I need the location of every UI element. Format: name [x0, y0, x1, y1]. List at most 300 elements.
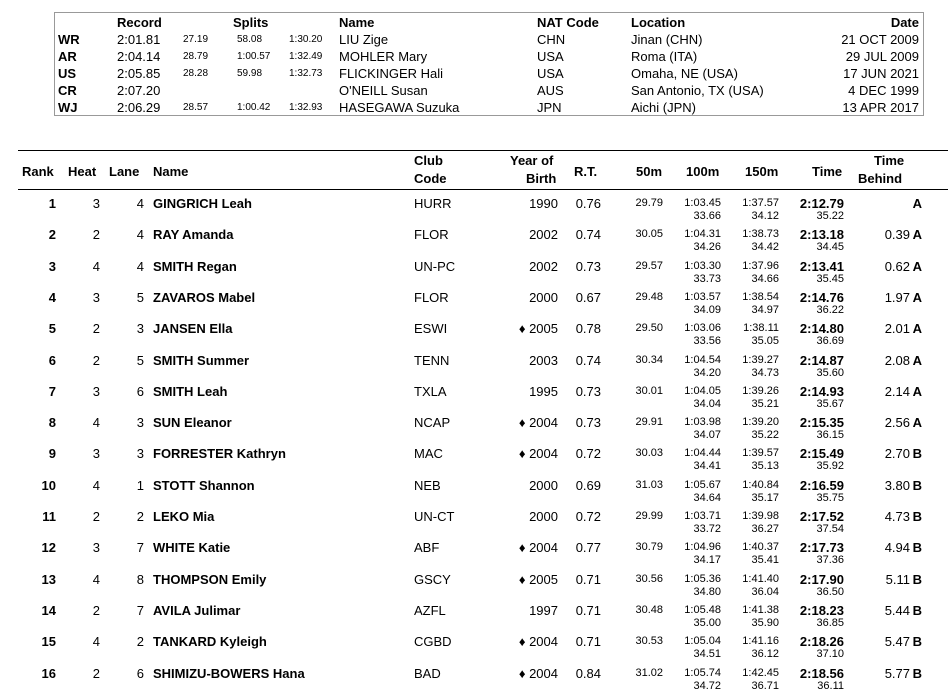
result-name: SMITH Regan: [153, 258, 237, 274]
result-q: B: [912, 634, 922, 650]
result-rt: 0.72: [575, 446, 601, 462]
result-behind: 3.80: [884, 477, 910, 493]
result-ltime: 35.75: [816, 491, 844, 504]
record-row: [55, 83, 923, 100]
records-header-splits: Splits: [233, 15, 269, 30]
result-s50: 30.34: [635, 353, 663, 366]
result-name: RAY Amanda: [153, 227, 234, 243]
result-rt: 0.77: [575, 540, 601, 556]
result-rt: 0.73: [575, 258, 601, 274]
records-header-location: Location: [631, 15, 686, 30]
result-s50: 29.57: [635, 259, 663, 272]
header-club-1: Club: [414, 153, 443, 168]
result-name: SMITH Summer: [153, 352, 250, 368]
result-club: FLOR: [414, 227, 449, 243]
result-heat: 4: [92, 415, 100, 431]
result-time: 2:13.18: [799, 227, 844, 243]
result-s100: 1:03.30: [684, 259, 721, 272]
result-l100: 33.56: [693, 335, 721, 348]
result-ltime: 36.50: [816, 585, 844, 598]
result-row: [18, 287, 948, 318]
result-rank: 16: [41, 665, 56, 681]
result-lane: 2: [136, 634, 144, 650]
result-q: A: [912, 227, 922, 243]
result-row: [18, 381, 948, 412]
records-header-date: Date: [890, 15, 919, 30]
result-s150: 1:39.26: [742, 384, 779, 397]
result-time: 2:13.41: [799, 258, 844, 274]
result-row: [18, 443, 948, 474]
result-s50: 29.79: [635, 197, 663, 209]
result-heat: 4: [92, 258, 100, 274]
result-lane: 2: [136, 509, 144, 524]
result-q: A: [912, 415, 922, 431]
result-row: [18, 631, 948, 662]
result-club: TENN: [414, 352, 450, 368]
result-ltime: 36.69: [816, 335, 844, 348]
header-lane: Lane: [109, 164, 140, 179]
result-l150: 36.71: [751, 679, 779, 692]
records-table: [54, 12, 924, 116]
result-name: ZAVAROS Mabel: [153, 289, 256, 305]
result-s100: 1:05.04: [684, 635, 721, 648]
result-ltime: 37.10: [816, 648, 844, 661]
result-club: TXLA: [414, 383, 447, 399]
result-time: 2:14.87: [799, 352, 844, 368]
record-row: [55, 66, 923, 83]
records-header-record: Record: [117, 15, 162, 30]
result-rt: 0.76: [575, 196, 601, 211]
result-l100: 34.09: [693, 303, 721, 316]
header-150m: 150m: [745, 164, 779, 179]
result-l100: 33.73: [693, 272, 721, 285]
result-l100: 34.64: [693, 491, 721, 504]
header-50m: 50m: [636, 164, 663, 179]
result-time: 2:12.79: [799, 196, 844, 211]
result-row: [18, 224, 948, 255]
result-s100: 1:04.96: [684, 541, 721, 554]
result-rank: 10: [41, 477, 56, 493]
result-club: UN-CT: [414, 509, 455, 524]
result-year: 1990: [529, 196, 558, 211]
header-behind-1: Time: [874, 153, 905, 168]
result-lane: 4: [136, 196, 144, 211]
record-name: MOHLER Mary: [339, 49, 428, 64]
result-s100: 1:03.71: [684, 510, 721, 522]
record-s3: 1:32.93: [289, 102, 323, 113]
result-s100: 1:05.48: [684, 603, 721, 616]
record-s1: 28.28: [183, 68, 209, 79]
result-rt: 0.73: [575, 383, 601, 399]
record-row: [55, 100, 923, 117]
result-name: SHIMIZU-BOWERS Hana: [153, 665, 305, 681]
result-lane: 1: [136, 477, 144, 493]
result-s150: 1:38.11: [743, 322, 779, 335]
result-lane: 7: [136, 540, 144, 556]
result-club: HURR: [414, 196, 452, 211]
result-s150: 1:41.40: [742, 572, 779, 585]
result-q: A: [912, 196, 922, 211]
record-time: 2:01.81: [117, 32, 161, 47]
record-code: AR: [58, 49, 77, 64]
result-rt: 0.71: [575, 602, 601, 618]
result-rank: 7: [48, 383, 56, 399]
header-name: Name: [153, 164, 189, 179]
result-behind: 5.44: [884, 602, 910, 618]
result-time: 2:17.52: [799, 509, 844, 524]
result-q: A: [912, 352, 922, 368]
result-lane: 6: [136, 383, 144, 399]
result-name: LEKO Mia: [153, 509, 215, 524]
result-heat: 3: [92, 446, 100, 462]
result-ltime: 35.60: [816, 366, 844, 379]
result-ltime: 36.15: [816, 429, 844, 442]
record-date: 13 APR 2017: [842, 100, 919, 115]
result-row: [18, 569, 948, 600]
result-behind: 2.14: [884, 383, 910, 399]
result-l150: 36.12: [751, 648, 779, 661]
result-behind: 5.47: [884, 634, 910, 650]
record-s1: 28.57: [183, 102, 209, 113]
header-club-2: Code: [414, 171, 447, 186]
result-l150: 35.22: [751, 429, 779, 442]
result-ltime: 37.36: [816, 554, 844, 567]
result-year: ♦ 2004: [518, 540, 558, 556]
result-l100: 34.26: [693, 241, 721, 254]
result-club: AZFL: [414, 602, 446, 618]
result-rt: 0.69: [575, 477, 601, 493]
record-s1: 28.79: [183, 51, 209, 62]
result-s150: 1:40.37: [742, 541, 779, 554]
record-date: 4 DEC 1999: [848, 83, 919, 98]
result-heat: 2: [92, 352, 100, 368]
result-s150: 1:39.98: [742, 510, 779, 522]
record-time: 2:04.14: [117, 49, 161, 64]
result-q: B: [912, 665, 922, 681]
header-heat: Heat: [68, 164, 97, 179]
result-rank: 9: [48, 446, 56, 462]
result-heat: 2: [92, 602, 100, 618]
result-s50: 31.03: [635, 478, 663, 491]
header-rank: Rank: [22, 164, 54, 179]
result-rank: 13: [41, 571, 56, 587]
result-rank: 14: [41, 602, 56, 618]
result-year: 2000: [529, 477, 558, 493]
result-rank: 4: [48, 289, 56, 305]
result-q: B: [912, 509, 922, 524]
result-s150: 1:37.57: [742, 197, 779, 209]
record-time: 2:05.85: [117, 66, 161, 81]
result-l100: 34.72: [693, 679, 721, 692]
result-rt: 0.71: [575, 634, 601, 650]
result-s150: 1:41.16: [742, 635, 779, 648]
result-s50: 30.03: [635, 447, 663, 460]
result-name: THOMPSON Emily: [153, 571, 267, 587]
result-row: [18, 506, 948, 537]
record-s3: 1:32.49: [289, 51, 323, 62]
result-rt: 0.74: [575, 352, 601, 368]
result-s100: 1:05.36: [684, 572, 721, 585]
result-year: 2002: [529, 258, 558, 274]
result-name: TANKARD Kyleigh: [153, 634, 267, 650]
result-heat: 2: [92, 321, 100, 337]
record-s2: 1:00.57: [237, 51, 271, 62]
result-heat: 2: [92, 227, 100, 243]
result-ltime: 35.45: [816, 272, 844, 285]
result-s50: 30.79: [635, 541, 663, 554]
result-behind: 5.77: [884, 665, 910, 681]
record-nat: CHN: [537, 32, 566, 47]
record-name: O'NEILL Susan: [339, 83, 428, 98]
result-s50: 29.50: [635, 322, 663, 335]
result-year: 1995: [529, 383, 558, 399]
result-q: B: [912, 571, 922, 587]
result-l150: 35.17: [751, 491, 779, 504]
result-rank: 8: [48, 415, 56, 431]
result-club: CGBD: [414, 634, 452, 650]
record-s3: 1:30.20: [289, 34, 323, 45]
result-year: 2003: [529, 352, 558, 368]
result-l150: 35.13: [751, 460, 779, 473]
result-s50: 29.48: [635, 290, 663, 303]
result-l150: 35.41: [751, 554, 779, 567]
record-date: 17 JUN 2021: [843, 66, 919, 81]
result-l100: 34.20: [693, 366, 721, 379]
result-s150: 1:38.73: [742, 228, 779, 241]
result-heat: 4: [92, 477, 100, 493]
result-time: 2:14.76: [799, 289, 844, 305]
result-name: WHITE Katie: [153, 540, 231, 556]
result-heat: 4: [92, 634, 100, 650]
record-nat: USA: [537, 66, 564, 81]
result-lane: 7: [136, 602, 144, 618]
record-row: [55, 32, 923, 49]
result-rt: 0.71: [575, 571, 601, 587]
record-code: US: [58, 66, 77, 81]
result-s100: 1:05.74: [684, 666, 721, 679]
result-club: UN-PC: [414, 258, 456, 274]
result-behind: 4.94: [884, 540, 910, 556]
result-rank: 1: [48, 196, 56, 211]
header-year-2: Birth: [526, 171, 557, 186]
result-row: [18, 193, 948, 224]
result-rank: 2: [48, 227, 56, 243]
result-behind: 4.73: [884, 509, 910, 524]
result-time: 2:18.26: [799, 634, 844, 650]
result-behind: 2.01: [884, 321, 910, 337]
result-ltime: 35.67: [816, 397, 844, 410]
record-code: WR: [58, 32, 80, 47]
result-q: A: [912, 289, 922, 305]
result-time: 2:15.49: [799, 446, 844, 462]
record-nat: JPN: [537, 100, 562, 115]
result-club: BAD: [414, 665, 441, 681]
result-s50: 30.01: [635, 384, 663, 397]
result-time: 2:17.90: [799, 571, 844, 587]
result-rank: 6: [48, 352, 56, 368]
result-row: [18, 350, 948, 381]
result-s150: 1:39.20: [742, 416, 779, 429]
result-s150: 1:39.27: [742, 353, 779, 366]
result-s150: 1:39.57: [742, 447, 779, 460]
record-s2: 1:00.42: [237, 102, 271, 113]
result-heat: 3: [92, 383, 100, 399]
result-behind: 2.56: [884, 415, 910, 431]
result-name: STOTT Shannon: [153, 477, 255, 493]
record-nat: AUS: [537, 83, 564, 98]
result-row: [18, 600, 948, 631]
result-ltime: 36.85: [816, 616, 844, 629]
result-q: B: [912, 477, 922, 493]
result-rt: 0.72: [575, 509, 601, 524]
results-header: [18, 150, 948, 190]
record-s1: 27.19: [183, 34, 209, 45]
result-s50: 30.48: [635, 603, 663, 616]
result-behind: 0.39: [884, 227, 910, 243]
result-time: 2:18.56: [799, 665, 844, 681]
result-time: 2:14.93: [799, 383, 844, 399]
result-heat: 3: [92, 196, 100, 211]
result-heat: 4: [92, 571, 100, 587]
result-q: A: [912, 258, 922, 274]
result-rank: 12: [41, 540, 56, 556]
result-year: ♦ 2004: [518, 446, 558, 462]
result-rank: 11: [42, 509, 56, 524]
result-q: A: [912, 383, 922, 399]
record-location: Aichi (JPN): [631, 100, 697, 115]
result-year: 2002: [529, 227, 558, 243]
result-l150: 35.05: [751, 335, 779, 348]
result-s50: 31.02: [635, 666, 663, 679]
result-s50: 29.99: [635, 510, 663, 522]
record-name: HASEGAWA Suzuka: [339, 100, 460, 115]
result-l150: 34.97: [751, 303, 779, 316]
result-l100: 34.41: [693, 460, 721, 473]
result-year: 2000: [529, 289, 558, 305]
result-l100: 34.04: [693, 397, 721, 410]
result-l100: 34.80: [693, 585, 721, 598]
result-time: 2:15.35: [799, 415, 844, 431]
record-date: 21 OCT 2009: [841, 32, 919, 47]
result-behind: 2.70: [884, 446, 910, 462]
record-s2: 58.08: [237, 34, 263, 45]
result-lane: 8: [136, 571, 144, 587]
result-time: 2:17.73: [799, 540, 844, 556]
record-time: 2:06.29: [117, 100, 161, 115]
result-behind: 0.62: [884, 258, 910, 274]
result-l100: 34.51: [693, 648, 721, 661]
result-l150: 36.04: [751, 585, 779, 598]
result-club: ABF: [414, 540, 440, 556]
header-behind-2: Behind: [858, 171, 903, 186]
result-club: GSCY: [414, 571, 451, 587]
result-name: SMITH Leah: [153, 383, 228, 399]
result-rank: 15: [41, 634, 56, 650]
result-club: FLOR: [414, 289, 449, 305]
result-heat: 2: [92, 509, 100, 524]
result-s150: 1:41.38: [742, 603, 779, 616]
result-l100: 34.17: [693, 554, 721, 567]
result-lane: 3: [136, 415, 144, 431]
result-lane: 6: [136, 665, 144, 681]
result-l150: 34.66: [751, 272, 779, 285]
result-year: ♦ 2005: [518, 571, 558, 587]
record-name: LIU Zige: [339, 32, 389, 47]
result-year: ♦ 2004: [518, 665, 558, 681]
result-year: 1997: [529, 602, 558, 618]
record-code: CR: [58, 83, 77, 98]
result-s100: 1:03.06: [684, 322, 721, 335]
result-time: 2:16.59: [799, 477, 844, 493]
result-lane: 3: [136, 446, 144, 462]
result-lane: 5: [136, 289, 144, 305]
result-s100: 1:03.45: [684, 197, 721, 209]
result-lane: 5: [136, 352, 144, 368]
result-heat: 3: [92, 289, 100, 305]
record-row: [55, 49, 923, 66]
result-rt: 0.67: [575, 289, 601, 305]
result-s150: 1:37.96: [742, 259, 779, 272]
result-l150: 34.42: [751, 241, 779, 254]
result-q: A: [912, 321, 922, 337]
result-q: B: [912, 540, 922, 556]
result-row: [18, 475, 948, 506]
result-s150: 1:38.54: [742, 290, 779, 303]
result-rank: 5: [48, 321, 56, 337]
result-s50: 30.56: [635, 572, 663, 585]
header-year-1: Year of: [510, 153, 554, 168]
result-club: MAC: [414, 446, 443, 462]
result-behind: 1.97: [884, 289, 910, 305]
record-time: 2:07.20: [117, 83, 161, 98]
result-lane: 4: [136, 227, 144, 243]
result-l100: 35.00: [693, 616, 721, 629]
header-time: Time: [812, 164, 843, 179]
result-rank: 3: [48, 258, 56, 274]
record-location: Roma (ITA): [631, 49, 698, 64]
result-s150: 1:40.84: [742, 478, 779, 491]
result-s100: 1:03.98: [684, 416, 721, 429]
result-q: B: [912, 446, 922, 462]
record-name: FLICKINGER Hali: [339, 66, 444, 81]
result-row: [18, 412, 948, 443]
result-l150: 35.90: [751, 616, 779, 629]
result-year: ♦ 2004: [518, 634, 558, 650]
result-l150: 34.12: [751, 210, 779, 222]
result-heat: 3: [92, 540, 100, 556]
record-s2: 59.98: [237, 68, 263, 79]
result-year: ♦ 2005: [518, 321, 558, 337]
result-time: 2:18.23: [799, 602, 844, 618]
result-q: B: [912, 602, 922, 618]
result-s100: 1:04.44: [684, 447, 721, 460]
result-s100: 1:04.05: [684, 384, 721, 397]
record-nat: USA: [537, 49, 564, 64]
result-behind: 2.08: [884, 352, 910, 368]
result-year: 2000: [529, 509, 558, 524]
result-rt: 0.74: [575, 227, 601, 243]
result-ltime: 35.92: [816, 460, 844, 473]
result-ltime: 37.54: [816, 523, 844, 535]
record-location: Jinan (CHN): [631, 32, 703, 47]
result-lane: 3: [136, 321, 144, 337]
result-year: ♦ 2004: [518, 415, 558, 431]
record-code: WJ: [58, 100, 78, 115]
result-s100: 1:04.31: [684, 228, 721, 241]
result-name: SUN Eleanor: [153, 415, 232, 431]
result-rt: 0.73: [575, 415, 601, 431]
header-100m: 100m: [686, 164, 720, 179]
